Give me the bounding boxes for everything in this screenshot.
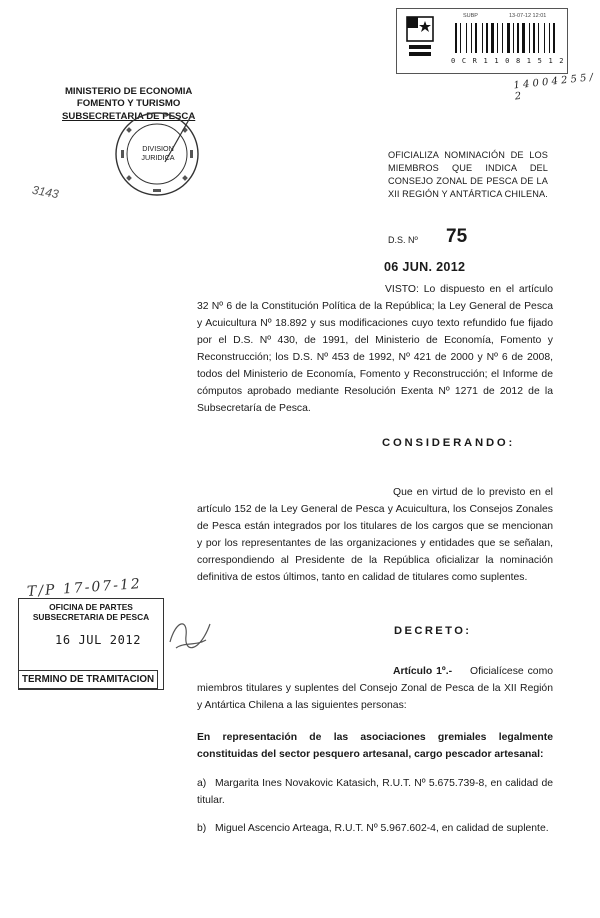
barcode-bar xyxy=(511,23,512,53)
stamp-text xyxy=(136,144,180,162)
barcode-bar xyxy=(526,23,528,53)
oficina-partes-line-1: OFICINA DE PARTES xyxy=(49,602,133,612)
considerando-body: Que en virtud de lo previsto en el artículo 152 de la Ley General de Pesca y Acuicultura, los Consejos Zonales de Pesca están integrados por los titulares de los cargos que se mencionan y por los representantes de las organizaciones y entidades que se señalan, correspondiendo al Presidente de la República oficializar la nominación definitiva de estos últimos, tanto en calidad de titulares como suplentes. xyxy=(197,487,553,583)
stamp-line-2: JURIDICA xyxy=(141,153,175,162)
barcode-bar xyxy=(468,23,470,53)
barcode-bar xyxy=(538,23,539,53)
barcode-bar xyxy=(495,23,496,53)
decreto-heading: DECRETO: xyxy=(394,625,472,637)
barcode-bar xyxy=(517,23,519,53)
barcode-bar xyxy=(522,23,525,53)
oficina-partes-date: 16 JUL 2012 xyxy=(55,633,142,647)
barcode-bar xyxy=(482,23,483,53)
handwritten-date: T/P 17-07-12 xyxy=(26,576,143,600)
termino-tramitacion-stamp: TERMINO DE TRAMITACION xyxy=(18,670,158,689)
barcode-bar xyxy=(504,23,506,53)
barcode-bar xyxy=(455,23,457,53)
list-item-marker: b) xyxy=(197,823,207,834)
barcode-number: 0 C R 1 1 0 8 1 5 1 2 xyxy=(451,57,565,65)
list-item-marker: a) xyxy=(197,778,207,789)
margin-annotation: 3143 xyxy=(30,182,60,202)
barcode-bar xyxy=(507,23,510,53)
barcode-bar xyxy=(515,23,516,53)
barcode-bar xyxy=(471,23,472,53)
representation-heading: En representación de las asociaciones gremiales legalmente constituidas del sector pesquero artesanal, cargo pescador artesanal: xyxy=(197,732,553,760)
barcode-bar xyxy=(462,23,465,53)
decree-number-label: D.S. Nº xyxy=(388,235,418,245)
barcode-bar xyxy=(491,23,494,53)
decree-date: 06 JUN. 2012 xyxy=(384,260,466,274)
barcode-bar xyxy=(540,23,543,53)
ministry-line-1: MINISTERIO DE ECONOMIA xyxy=(64,86,193,97)
list-item-text: Margarita Ines Novakovic Katasich, R.U.T. Nº 5.675.739-8, en calidad de titular. xyxy=(197,778,553,806)
barcode-bar xyxy=(502,23,503,53)
barcode-bar xyxy=(473,23,474,53)
decree-number: 75 xyxy=(446,226,468,247)
articulo-label: Artículo 1º.- xyxy=(393,666,453,677)
list-item xyxy=(197,820,553,837)
visto-text: VISTO: Lo dispuesto en el artículo 32 Nº 6 de la Constitución Política de la República; la Ley General de Pesca y Acuicultura Nº 18.892 y sus modificaciones cuyo texto refundido fue fijado por el D.S. Nº 430, de 1991, del Ministerio de Economía, Fomento y Reconstrucción; los D.S. Nº 453 de 1992, Nº 421 de 2000 y Nº 6 de 2008, todos del Ministerio de Economía, Fomento y Reconstrucción; el Informe de cómputos aprobado mediante Resolución Exenta Nº 1271 de 2012 de la Subsecretaría de Pesca. xyxy=(197,284,553,414)
barcode-bar xyxy=(544,23,545,53)
stamp-timestamp: 13-07-12 12:01 xyxy=(509,13,547,19)
barcode-bar xyxy=(499,23,501,53)
ministry-line-3: SUBSECRETARIA DE PESCA xyxy=(62,110,196,122)
considerando-paragraph xyxy=(197,484,553,586)
barcode-bar xyxy=(466,23,467,53)
visto-paragraph xyxy=(197,281,553,417)
barcode-bar xyxy=(484,23,485,53)
oficina-partes-title xyxy=(19,602,163,622)
list-item xyxy=(197,775,553,809)
barcode-bar xyxy=(497,23,498,53)
barcode-bar xyxy=(489,23,490,53)
handwritten-reference: 1 4 0 0 4 2 5 5 / 2 xyxy=(513,72,594,103)
list-item-text: Miguel Ascencio Arteaga, R.U.T. Nº 5.967.602-4, en calidad de suplente. xyxy=(215,823,549,834)
signature-icon xyxy=(166,612,216,656)
considerando-heading: CONSIDERANDO: xyxy=(382,437,516,449)
barcode-bar xyxy=(513,23,514,53)
barcode-bar xyxy=(536,23,537,53)
oficina-partes-line-2: SUBSECRETARIA DE PESCA xyxy=(32,612,150,622)
barcode-bar xyxy=(520,23,521,53)
stamp-line-1: DIVISION xyxy=(142,144,174,153)
articulo-text: Oficialícese como miembros titulares y suplentes del Consejo Zonal de Pesca de la XII Región y Antártica Chilena a las siguientes personas: xyxy=(197,666,553,711)
barcode-bar xyxy=(458,23,459,53)
decree-subject: OFICIALIZA NOMINACIÓN DE LOS MIEMBROS QUE INDICA DEL CONSEJO ZONAL DE PESCA DE LA XII REGIÓN Y ANTÁRTICA CHILENA. xyxy=(388,150,548,199)
barcode-bar xyxy=(553,23,555,53)
barcode-bar xyxy=(460,23,461,53)
articulo-1 xyxy=(197,663,553,714)
barcode-bar xyxy=(478,23,481,53)
barcode-bar xyxy=(475,23,477,53)
barcode-bar xyxy=(546,23,548,53)
barcode-bar xyxy=(531,23,532,53)
barcode-bar xyxy=(551,23,552,53)
barcode xyxy=(455,23,559,53)
stamp-code: SUBP xyxy=(463,13,478,19)
ministry-line-2: FOMENTO Y TURISMO xyxy=(76,98,181,110)
barcode-bar xyxy=(533,23,535,53)
barcode-bar xyxy=(486,23,488,53)
barcode-bar xyxy=(529,23,530,53)
barcode-bar xyxy=(556,23,557,53)
registration-stamp xyxy=(396,8,568,74)
chilean-seal-icon xyxy=(405,15,435,59)
barcode-bar xyxy=(549,23,550,53)
